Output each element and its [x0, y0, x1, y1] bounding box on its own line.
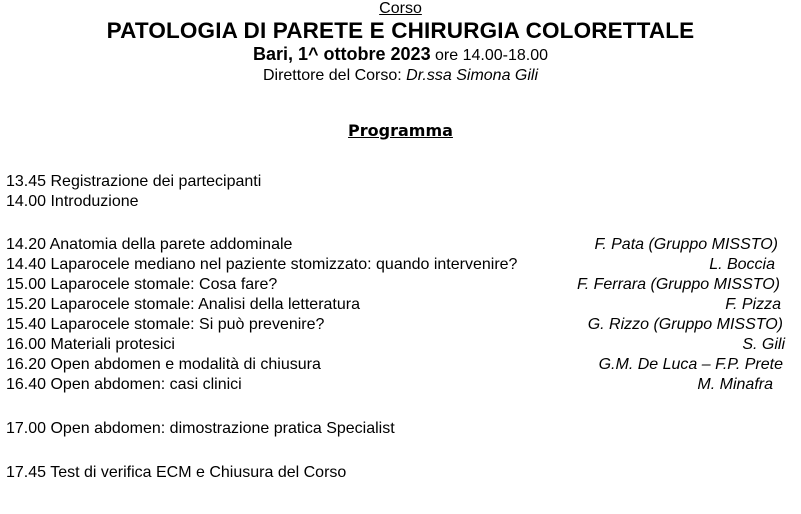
program-item-speaker: F. Pizza — [725, 296, 781, 313]
program-item-text: 15.00 Laparocele stomale: Cosa fare? — [6, 276, 278, 293]
program-item-text: 13.45 Registrazione dei partecipanti — [6, 173, 262, 190]
date-line — [0, 44, 801, 66]
program-item-speaker: S. Gili — [742, 336, 785, 353]
program-item-text: 14.20 Anatomia della parete addominale — [6, 236, 293, 253]
director-name: Dr.ssa Simona Gili — [406, 67, 539, 84]
course-time: ore 14.00-18.00 — [430, 47, 548, 64]
program-item-speaker: F. Ferrara (Gruppo MISSTO) — [576, 276, 780, 293]
course-title: PATOLOGIA DI PARETE E CHIRURGIA COLORETTALE — [106, 18, 695, 43]
program-item-speaker: G.M. De Luca – F.P. Prete — [598, 356, 783, 373]
course-date: Bari, 1^ ottobre 2023 — [253, 44, 431, 64]
program-item-text: 15.20 Laparocele stomale: Analisi della letteratura — [6, 296, 360, 313]
document-header — [0, 0, 801, 86]
section-title: Programma — [348, 121, 453, 140]
course-label: Corso — [379, 0, 422, 17]
program-item-text: 15.40 Laparocele stomale: Si può prevenire? — [6, 316, 325, 333]
program-item-text: 14.00 Introduzione — [6, 193, 139, 210]
program-item-text: 16.20 Open abdomen e modalità di chiusura — [6, 356, 321, 373]
program-item-speaker: M. Minafra — [697, 376, 773, 393]
program-item-speaker: F. Pata (Gruppo MISSTO) — [594, 236, 778, 253]
program-item-speaker: G. Rizzo (Gruppo MISSTO) — [587, 316, 783, 333]
program-item-text: 17.00 Open abdomen: dimostrazione pratica Specialist — [6, 420, 395, 437]
program-item-text: 17.45 Test di verifica ECM e Chiusura del Corso — [6, 464, 347, 481]
program-item-text: 16.40 Open abdomen: casi clinici — [6, 376, 242, 393]
program-item-speaker: L. Boccia — [709, 256, 775, 273]
course-director — [0, 66, 801, 86]
program-item-text: 16.00 Materiali protesici — [6, 336, 175, 353]
director-label: Direttore del Corso: — [262, 67, 407, 84]
program-item-text: 14.40 Laparocele mediano nel paziente stomizzato: quando intervenire? — [6, 256, 518, 273]
